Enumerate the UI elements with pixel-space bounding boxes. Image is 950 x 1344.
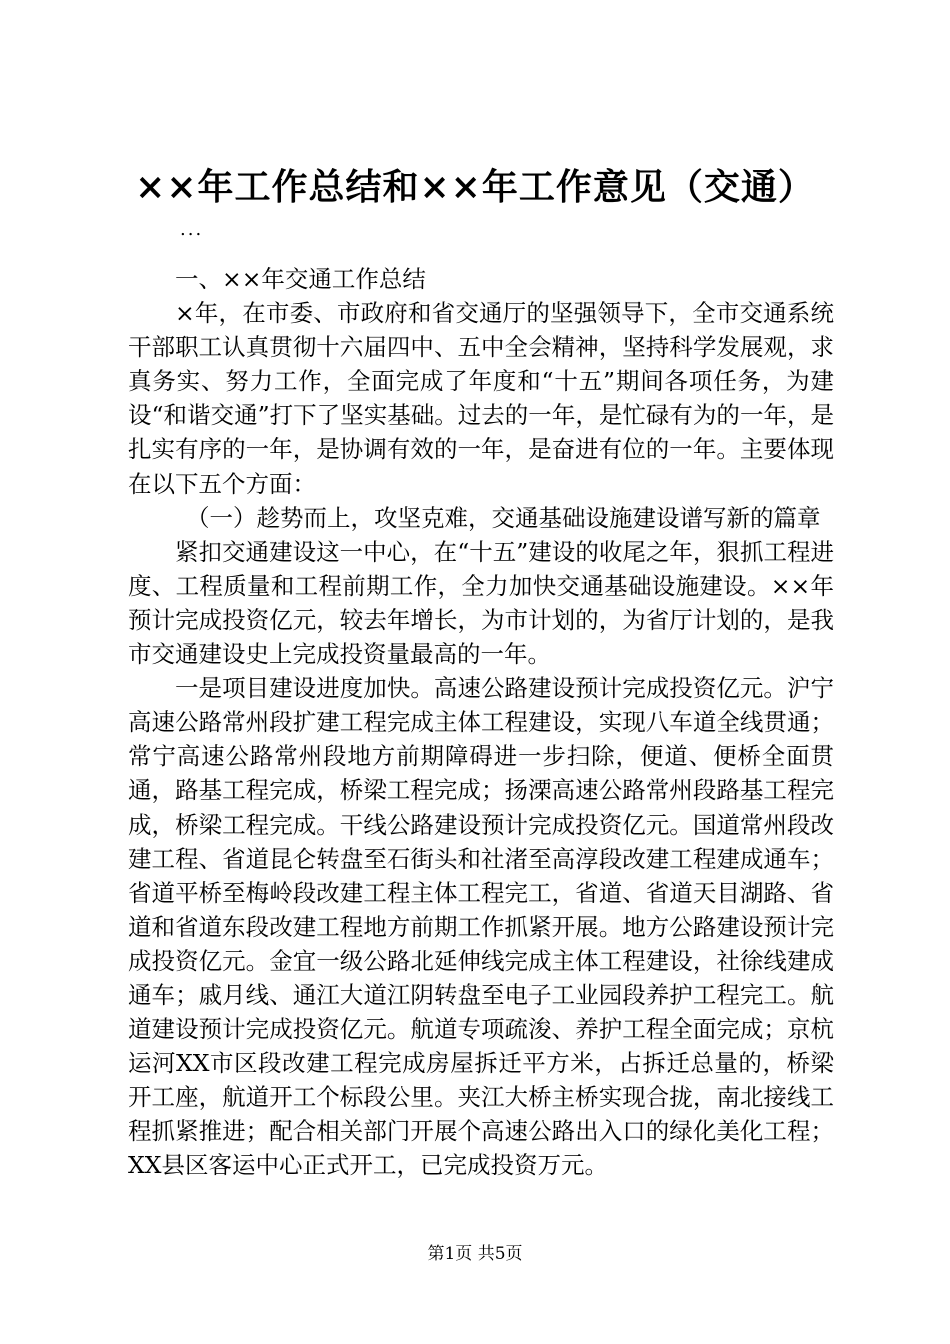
body-paragraph: 紧扣交通建设这一中心，在“十五”建设的收尾之年，狠抓工程进度、工程质量和工程前期工作，全力加快交通基础设施建设。××年预计完成投资亿元，较去年增长，为市计划的，为省厅计划的，是我市交通建设史上完成投资量最高的一年。	[128, 537, 834, 669]
page-number-footer: 第1页 共5页	[427, 1244, 523, 1264]
document-body	[128, 262, 834, 1183]
ellipsis-mark: ...	[180, 219, 204, 240]
subsection-heading: （一）趁势而上，攻坚克难，交通基础设施建设谱写新的篇章	[186, 503, 821, 532]
body-paragraph: 一是项目建设进度加快。高速公路建设预计完成投资亿元。沪宁高速公路常州段扩建工程完成主体工程建设，实现八车道全线贯通；常宁高速公路常州段地方前期障碍进一步扫除，便道、便桥全面贯通，路基工程完成，桥梁工程完成；扬溧高速公路常州段路基工程完成，桥梁工程完成。干线公路建设预计完成投资亿元。国道常州段改建工程、省道昆仑转盘至石街头和社渚至高淳段改建工程建成通车；省道平桥至梅岭段改建工程主体工程完工，省道、省道天目湖路、省道和省道东段改建工程地方前期工作抓紧开展。地方公路建设预计完成投资亿元。金宜一级公路北延伸线完成主体工程建设，社徐线建成通车；戚月线、通江大道江阴转盘至电子工业园段养护工程完工。航道建设预计完成投资亿元。航道专项疏浚、养护工程全面完成；京杭运河XX市区段改建工程完成房屋拆迁平方米，占拆迁总量的，桥梁开工座，航道开工个标段公里。夹江大桥主桥实现合拢，南北接线工程抓紧推进；配合相关部门开展个高速公路出入口的绿化美化工程；XX县区客运中心正式开工，已完成投资万元。	[128, 674, 834, 1180]
document-title: ××年工作总结和××年工作意见（交通）	[135, 166, 815, 208]
body-paragraph: ×年，在市委、市政府和省交通厅的坚强领导下，全市交通系统干部职工认真贯彻十六届四中、五中全会精神，坚持科学发展观，求真务实、努力工作，全面完成了年度和“十五”期间各项任务，为建设“和谐交通”打下了坚实基础。过去的一年，是忙碌有为的一年，是扎实有序的一年，是协调有效的一年，是奋进有位的一年。主要体现在以下五个方面：	[128, 299, 834, 498]
section-heading: 一、××年交通工作总结	[175, 265, 426, 293]
